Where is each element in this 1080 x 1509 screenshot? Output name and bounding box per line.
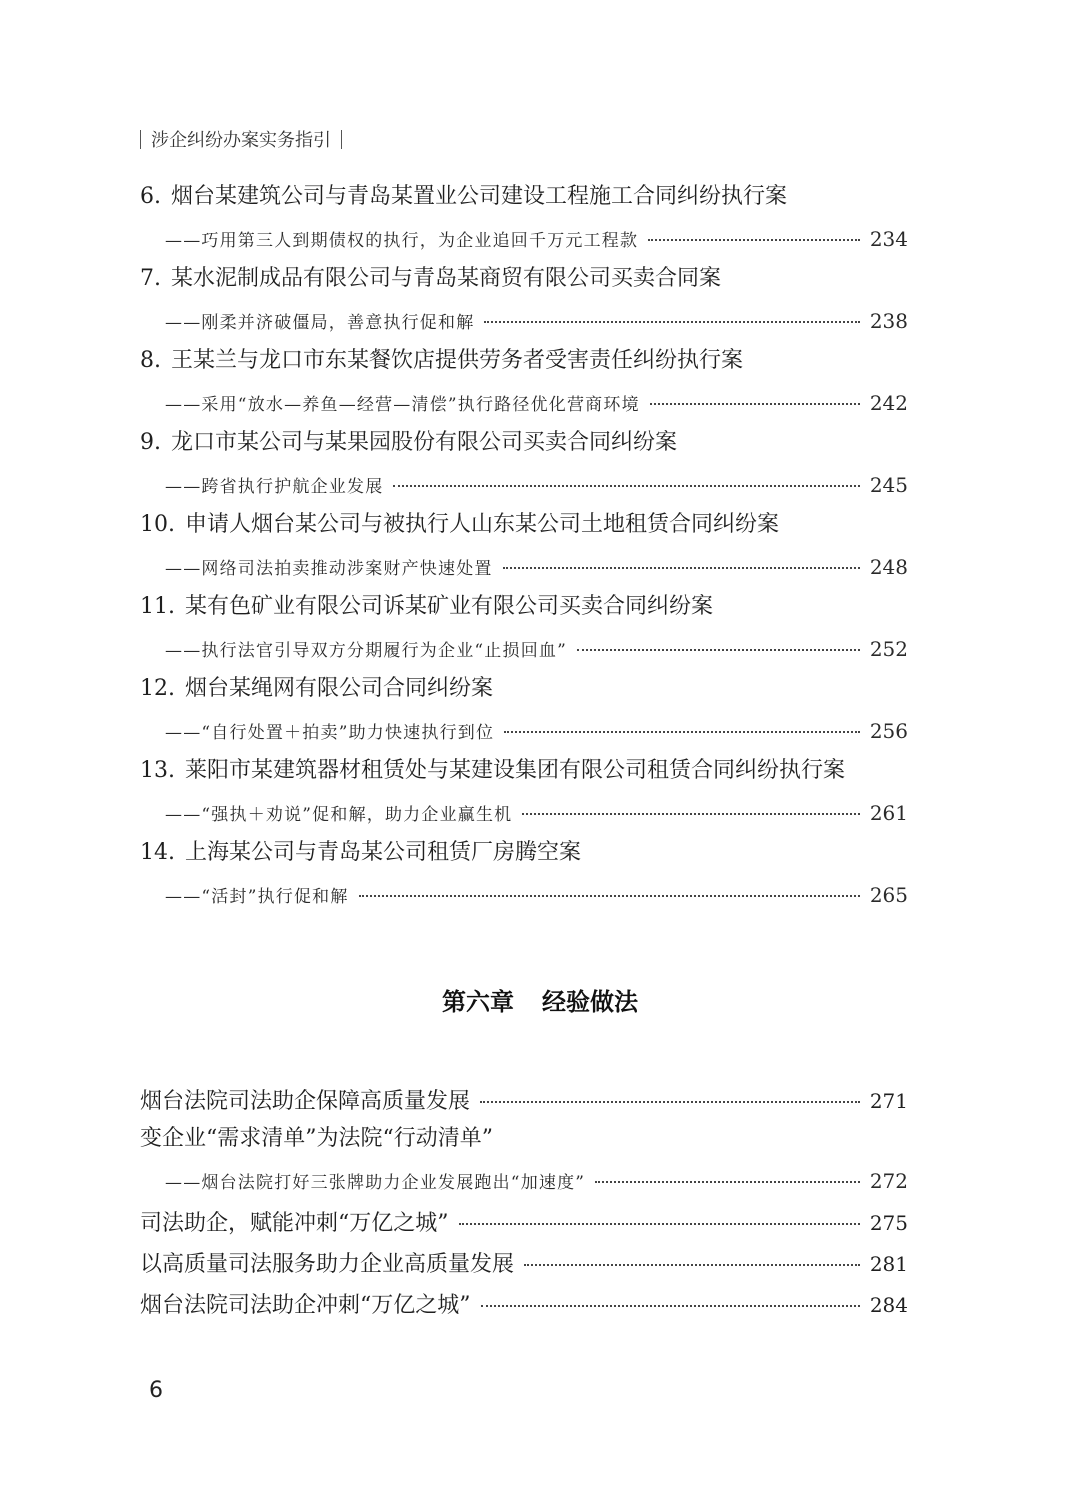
entry-number: 8. (140, 348, 161, 373)
entry-title-text: 王某兰与龙口市东某餐饮店提供劳务者受害责任纠纷执行案 (171, 348, 744, 373)
dot-leader (524, 1264, 860, 1266)
entry-number: 12. (140, 676, 175, 701)
entry-title-text: 申请人烟台某公司与被执行人山东某公司土地租赁合同纠纷案 (185, 512, 780, 537)
chapter-label: 第六章 (442, 988, 514, 1016)
subtitle-text: ——刚柔并济破僵局，善意执行促和解 (165, 313, 475, 333)
toc-entry (140, 1288, 908, 1319)
toc-entry-title (140, 1124, 493, 1154)
dot-leader (504, 731, 860, 733)
subtitle-text: ——网络司法拍卖推动涉案财产快速处置 (165, 559, 493, 579)
toc-entry-subtitle (165, 636, 908, 661)
dot-leader (481, 1305, 860, 1307)
page-ref: 271 (869, 1089, 908, 1113)
dot-leader (393, 485, 859, 487)
toc-entry-title (140, 428, 677, 458)
entry-text: 司法助企，赋能冲刺“万亿之城” (140, 1211, 449, 1236)
page-number: 6 (149, 1378, 163, 1403)
toc-entry-title (140, 756, 845, 786)
toc-entry-subtitle (165, 882, 908, 907)
toc-entry-subtitle (165, 226, 908, 251)
dot-leader (577, 649, 860, 651)
dot-leader (650, 403, 860, 405)
entry-title-text: 烟台某绳网有限公司合同纠纷案 (185, 676, 494, 701)
dot-leader (522, 813, 859, 815)
toc-entry-subtitle (165, 1168, 908, 1193)
toc-entry (140, 1247, 908, 1278)
toc-entry-title (140, 182, 787, 212)
toc-entry-subtitle (165, 554, 908, 579)
dot-leader (484, 321, 859, 323)
entry-text: 烟台法院司法助企保障高质量发展 (140, 1089, 471, 1114)
entry-title-text: 莱阳市某建筑器材租赁处与某建设集团有限公司租赁合同纠纷执行案 (185, 758, 846, 783)
entry-number: 14. (140, 840, 175, 865)
page-ref: 256 (869, 719, 908, 743)
page-ref: 245 (869, 473, 908, 497)
entry-number: 9. (140, 430, 161, 455)
toc-entry-title (140, 346, 743, 376)
subtitle-text: ——执行法官引导双方分期履行为企业“止损回血” (165, 641, 567, 661)
header-bar-right (341, 130, 342, 149)
toc-entry-title (140, 510, 779, 540)
toc-entry-title (140, 838, 581, 868)
page-ref: 284 (869, 1293, 908, 1317)
chapter-title: 经验做法 (542, 988, 638, 1016)
dot-leader (459, 1223, 860, 1225)
toc-entry-subtitle (165, 308, 908, 333)
page-ref: 275 (869, 1211, 908, 1235)
page-ref: 252 (869, 637, 908, 661)
dot-leader (595, 1181, 860, 1183)
running-header (140, 126, 342, 152)
page-ref: 281 (869, 1252, 908, 1276)
entry-number: 11. (140, 594, 175, 619)
entry-text: 以高质量司法服务助力企业高质量发展 (140, 1252, 515, 1277)
subtitle-text: ——“活封”执行促和解 (165, 887, 349, 907)
entry-title-text: 龙口市某公司与某果园股份有限公司买卖合同纠纷案 (171, 430, 678, 455)
chapter-heading (0, 982, 1080, 1017)
entry-number: 13. (140, 758, 175, 783)
subtitle-text: ——跨省执行护航企业发展 (165, 477, 384, 497)
entry-title-text: 变企业“需求清单”为法院“行动清单” (140, 1126, 493, 1151)
page-ref: 272 (869, 1169, 908, 1193)
toc-entry-title (140, 674, 493, 704)
dot-leader (359, 895, 860, 897)
subtitle-text: ——巧用第三人到期债权的执行，为企业追回千万元工程款 (165, 231, 639, 251)
entry-text: 烟台法院司法助企冲刺“万亿之城” (140, 1293, 471, 1318)
entry-number: 6. (140, 184, 161, 209)
toc-entry-title (140, 592, 713, 622)
subtitle-text: ——采用“放水—养鱼—经营—清偿”执行路径优化营商环境 (165, 395, 640, 415)
page-ref: 248 (869, 555, 908, 579)
toc-entry (140, 1206, 908, 1237)
subtitle-text: ——烟台法院打好三张牌助力企业发展跑出“加速度” (165, 1173, 586, 1193)
subtitle-text: ——“强执＋劝说”促和解，助力企业赢生机 (165, 805, 513, 825)
dot-leader (648, 239, 860, 241)
toc-entry-title (140, 264, 721, 294)
toc-entry-subtitle (165, 472, 908, 497)
entry-title-text: 上海某公司与青岛某公司租赁厂房腾空案 (185, 840, 582, 865)
toc-entry-subtitle (165, 390, 908, 415)
entry-title-text: 某水泥制成品有限公司与青岛某商贸有限公司买卖合同案 (171, 266, 722, 291)
entry-title-text: 某有色矿业有限公司诉某矿业有限公司买卖合同纠纷案 (185, 594, 714, 619)
entry-title-text: 烟台某建筑公司与青岛某置业公司建设工程施工合同纠纷执行案 (171, 184, 788, 209)
page-ref: 261 (869, 801, 908, 825)
page-ref: 234 (869, 227, 908, 251)
dot-leader (503, 567, 860, 569)
dot-leader (480, 1101, 860, 1103)
page-ref: 265 (869, 883, 908, 907)
subtitle-text: ——“自行处置＋拍卖”助力快速执行到位 (165, 723, 495, 743)
page-ref: 238 (869, 309, 908, 333)
entry-number: 7. (140, 266, 161, 291)
page-ref: 242 (869, 391, 908, 415)
header-bar-left (140, 130, 141, 149)
entry-number: 10. (140, 512, 175, 537)
toc-entry-subtitle (165, 718, 908, 743)
toc-entry (140, 1084, 908, 1115)
toc-entry-subtitle (165, 800, 908, 825)
header-title: 涉企纠纷办案实务指引 (151, 130, 331, 151)
